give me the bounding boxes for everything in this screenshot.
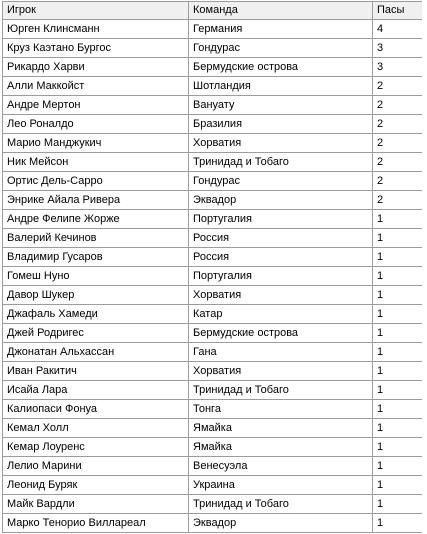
team-cell[interactable]: Тринидад и Тобаго — [189, 153, 373, 172]
player-cell[interactable]: Владимир Гусаров — [3, 248, 189, 267]
team-cell[interactable]: Бразилия — [189, 115, 373, 134]
assists-cell[interactable]: 2 — [373, 191, 423, 210]
player-cell[interactable]: Рикардо Харви — [3, 58, 189, 77]
team-cell[interactable]: Тринидад и Тобаго — [189, 381, 373, 400]
assists-cell[interactable]: 1 — [373, 419, 423, 438]
table-row[interactable] — [3, 153, 423, 172]
assists-table — [2, 1, 422, 533]
assists-cell[interactable]: 1 — [373, 305, 423, 324]
team-cell[interactable]: Хорватия — [189, 134, 373, 153]
team-cell[interactable]: Тонга — [189, 400, 373, 419]
assists-cell[interactable]: 1 — [373, 210, 423, 229]
player-cell[interactable]: Ортис Дель-Сарро — [3, 172, 189, 191]
player-cell[interactable]: Круз Каэтано Бургос — [3, 39, 189, 58]
assists-cell[interactable]: 1 — [373, 267, 423, 286]
assists-cell[interactable]: 1 — [373, 248, 423, 267]
player-cell[interactable]: Гомеш Нуно — [3, 267, 189, 286]
table-row[interactable] — [3, 343, 423, 362]
table-row[interactable] — [3, 77, 423, 96]
player-cell[interactable]: Кемар Лоуренс — [3, 438, 189, 457]
player-cell[interactable]: Майк Вардли — [3, 495, 189, 514]
table-row[interactable] — [3, 438, 423, 457]
team-cell[interactable]: Венесуэла — [189, 457, 373, 476]
assists-cell[interactable]: 1 — [373, 457, 423, 476]
player-cell[interactable]: Андре Мертон — [3, 96, 189, 115]
player-cell[interactable]: Джафаль Хамеди — [3, 305, 189, 324]
team-cell[interactable]: Гондурас — [189, 39, 373, 58]
player-cell[interactable]: Леонид Буряк — [3, 476, 189, 495]
table-row[interactable] — [3, 495, 423, 514]
team-cell[interactable]: Гана — [189, 343, 373, 362]
header-row — [3, 2, 423, 20]
assists-cell[interactable]: 1 — [373, 229, 423, 248]
team-cell[interactable]: Ямайка — [189, 419, 373, 438]
table-row[interactable] — [3, 400, 423, 419]
column-header-assists[interactable]: Пасы — [373, 2, 423, 20]
table-row[interactable] — [3, 191, 423, 210]
assists-cell[interactable]: 1 — [373, 495, 423, 514]
table-row[interactable] — [3, 39, 423, 58]
player-cell[interactable]: Кемал Холл — [3, 419, 189, 438]
assists-cell[interactable]: 1 — [373, 438, 423, 457]
team-cell[interactable]: Россия — [189, 248, 373, 267]
assists-cell[interactable]: 1 — [373, 324, 423, 343]
player-cell[interactable]: Андре Фелипе Жорже — [3, 210, 189, 229]
player-cell[interactable]: Иван Ракитич — [3, 362, 189, 381]
table-row[interactable] — [3, 248, 423, 267]
team-cell[interactable]: Португалия — [189, 210, 373, 229]
table-row[interactable] — [3, 476, 423, 495]
team-cell[interactable]: Хорватия — [189, 362, 373, 381]
assists-cell[interactable]: 2 — [373, 134, 423, 153]
assists-cell[interactable]: 1 — [373, 400, 423, 419]
player-cell[interactable]: Энрике Айала Ривера — [3, 191, 189, 210]
table-row[interactable] — [3, 381, 423, 400]
player-cell[interactable]: Валерий Кечинов — [3, 229, 189, 248]
team-cell[interactable]: Катар — [189, 305, 373, 324]
team-cell[interactable]: Эквадор — [189, 514, 373, 533]
player-cell[interactable]: Калиопаси Фонуа — [3, 400, 189, 419]
player-cell[interactable]: Джей Родригес — [3, 324, 189, 343]
team-cell[interactable]: Украина — [189, 476, 373, 495]
assists-cell[interactable]: 3 — [373, 58, 423, 77]
player-cell[interactable]: Исайа Лара — [3, 381, 189, 400]
team-cell[interactable]: Бермудские острова — [189, 58, 373, 77]
team-cell[interactable]: Германия — [189, 20, 373, 39]
table-row[interactable] — [3, 210, 423, 229]
table-row[interactable] — [3, 172, 423, 191]
table-row[interactable] — [3, 324, 423, 343]
team-cell[interactable]: Португалия — [189, 267, 373, 286]
table-row[interactable] — [3, 286, 423, 305]
table-body — [3, 20, 423, 533]
team-cell[interactable]: Гондурас — [189, 172, 373, 191]
player-cell[interactable]: Юрген Клинсманн — [3, 20, 189, 39]
table-row[interactable] — [3, 20, 423, 39]
player-cell[interactable]: Алли Маккойст — [3, 77, 189, 96]
player-cell[interactable]: Ник Мейсон — [3, 153, 189, 172]
table-row[interactable] — [3, 134, 423, 153]
player-cell[interactable]: Марко Тенорио Виллареал — [3, 514, 189, 533]
player-cell[interactable]: Джонатан Альхассан — [3, 343, 189, 362]
assists-cell[interactable]: 1 — [373, 514, 423, 533]
assists-cell[interactable]: 1 — [373, 286, 423, 305]
team-cell[interactable]: Шотландия — [189, 77, 373, 96]
team-cell[interactable]: Эквадор — [189, 191, 373, 210]
assists-cell[interactable]: 2 — [373, 77, 423, 96]
table-row[interactable] — [3, 115, 423, 134]
assists-cell[interactable]: 1 — [373, 343, 423, 362]
assists-table-container — [2, 1, 422, 534]
team-cell[interactable]: Россия — [189, 229, 373, 248]
table-row[interactable] — [3, 58, 423, 77]
table-row[interactable] — [3, 267, 423, 286]
player-cell[interactable]: Марио Манджукич — [3, 134, 189, 153]
assists-cell[interactable]: 1 — [373, 476, 423, 495]
table-row[interactable] — [3, 514, 423, 533]
assists-cell[interactable]: 4 — [373, 20, 423, 39]
assists-cell[interactable]: 2 — [373, 153, 423, 172]
assists-cell[interactable]: 1 — [373, 381, 423, 400]
table-row[interactable] — [3, 305, 423, 324]
assists-cell[interactable]: 2 — [373, 115, 423, 134]
team-cell[interactable]: Вануату — [189, 96, 373, 115]
assists-cell[interactable]: 2 — [373, 96, 423, 115]
table-row[interactable] — [3, 362, 423, 381]
table-row[interactable] — [3, 229, 423, 248]
player-cell[interactable]: Давор Шукер — [3, 286, 189, 305]
column-header-player[interactable]: Игрок — [3, 2, 189, 20]
team-cell[interactable]: Ямайка — [189, 438, 373, 457]
assists-cell[interactable]: 2 — [373, 172, 423, 191]
team-cell[interactable]: Бермудские острова — [189, 324, 373, 343]
assists-cell[interactable]: 3 — [373, 39, 423, 58]
team-cell[interactable]: Хорватия — [189, 286, 373, 305]
table-row[interactable] — [3, 457, 423, 476]
table-row[interactable] — [3, 96, 423, 115]
player-cell[interactable]: Лелио Марини — [3, 457, 189, 476]
team-cell[interactable]: Тринидад и Тобаго — [189, 495, 373, 514]
assists-cell[interactable]: 1 — [373, 362, 423, 381]
table-row[interactable] — [3, 419, 423, 438]
player-cell[interactable]: Лео Роналдо — [3, 115, 189, 134]
column-header-team[interactable]: Команда — [189, 2, 373, 20]
